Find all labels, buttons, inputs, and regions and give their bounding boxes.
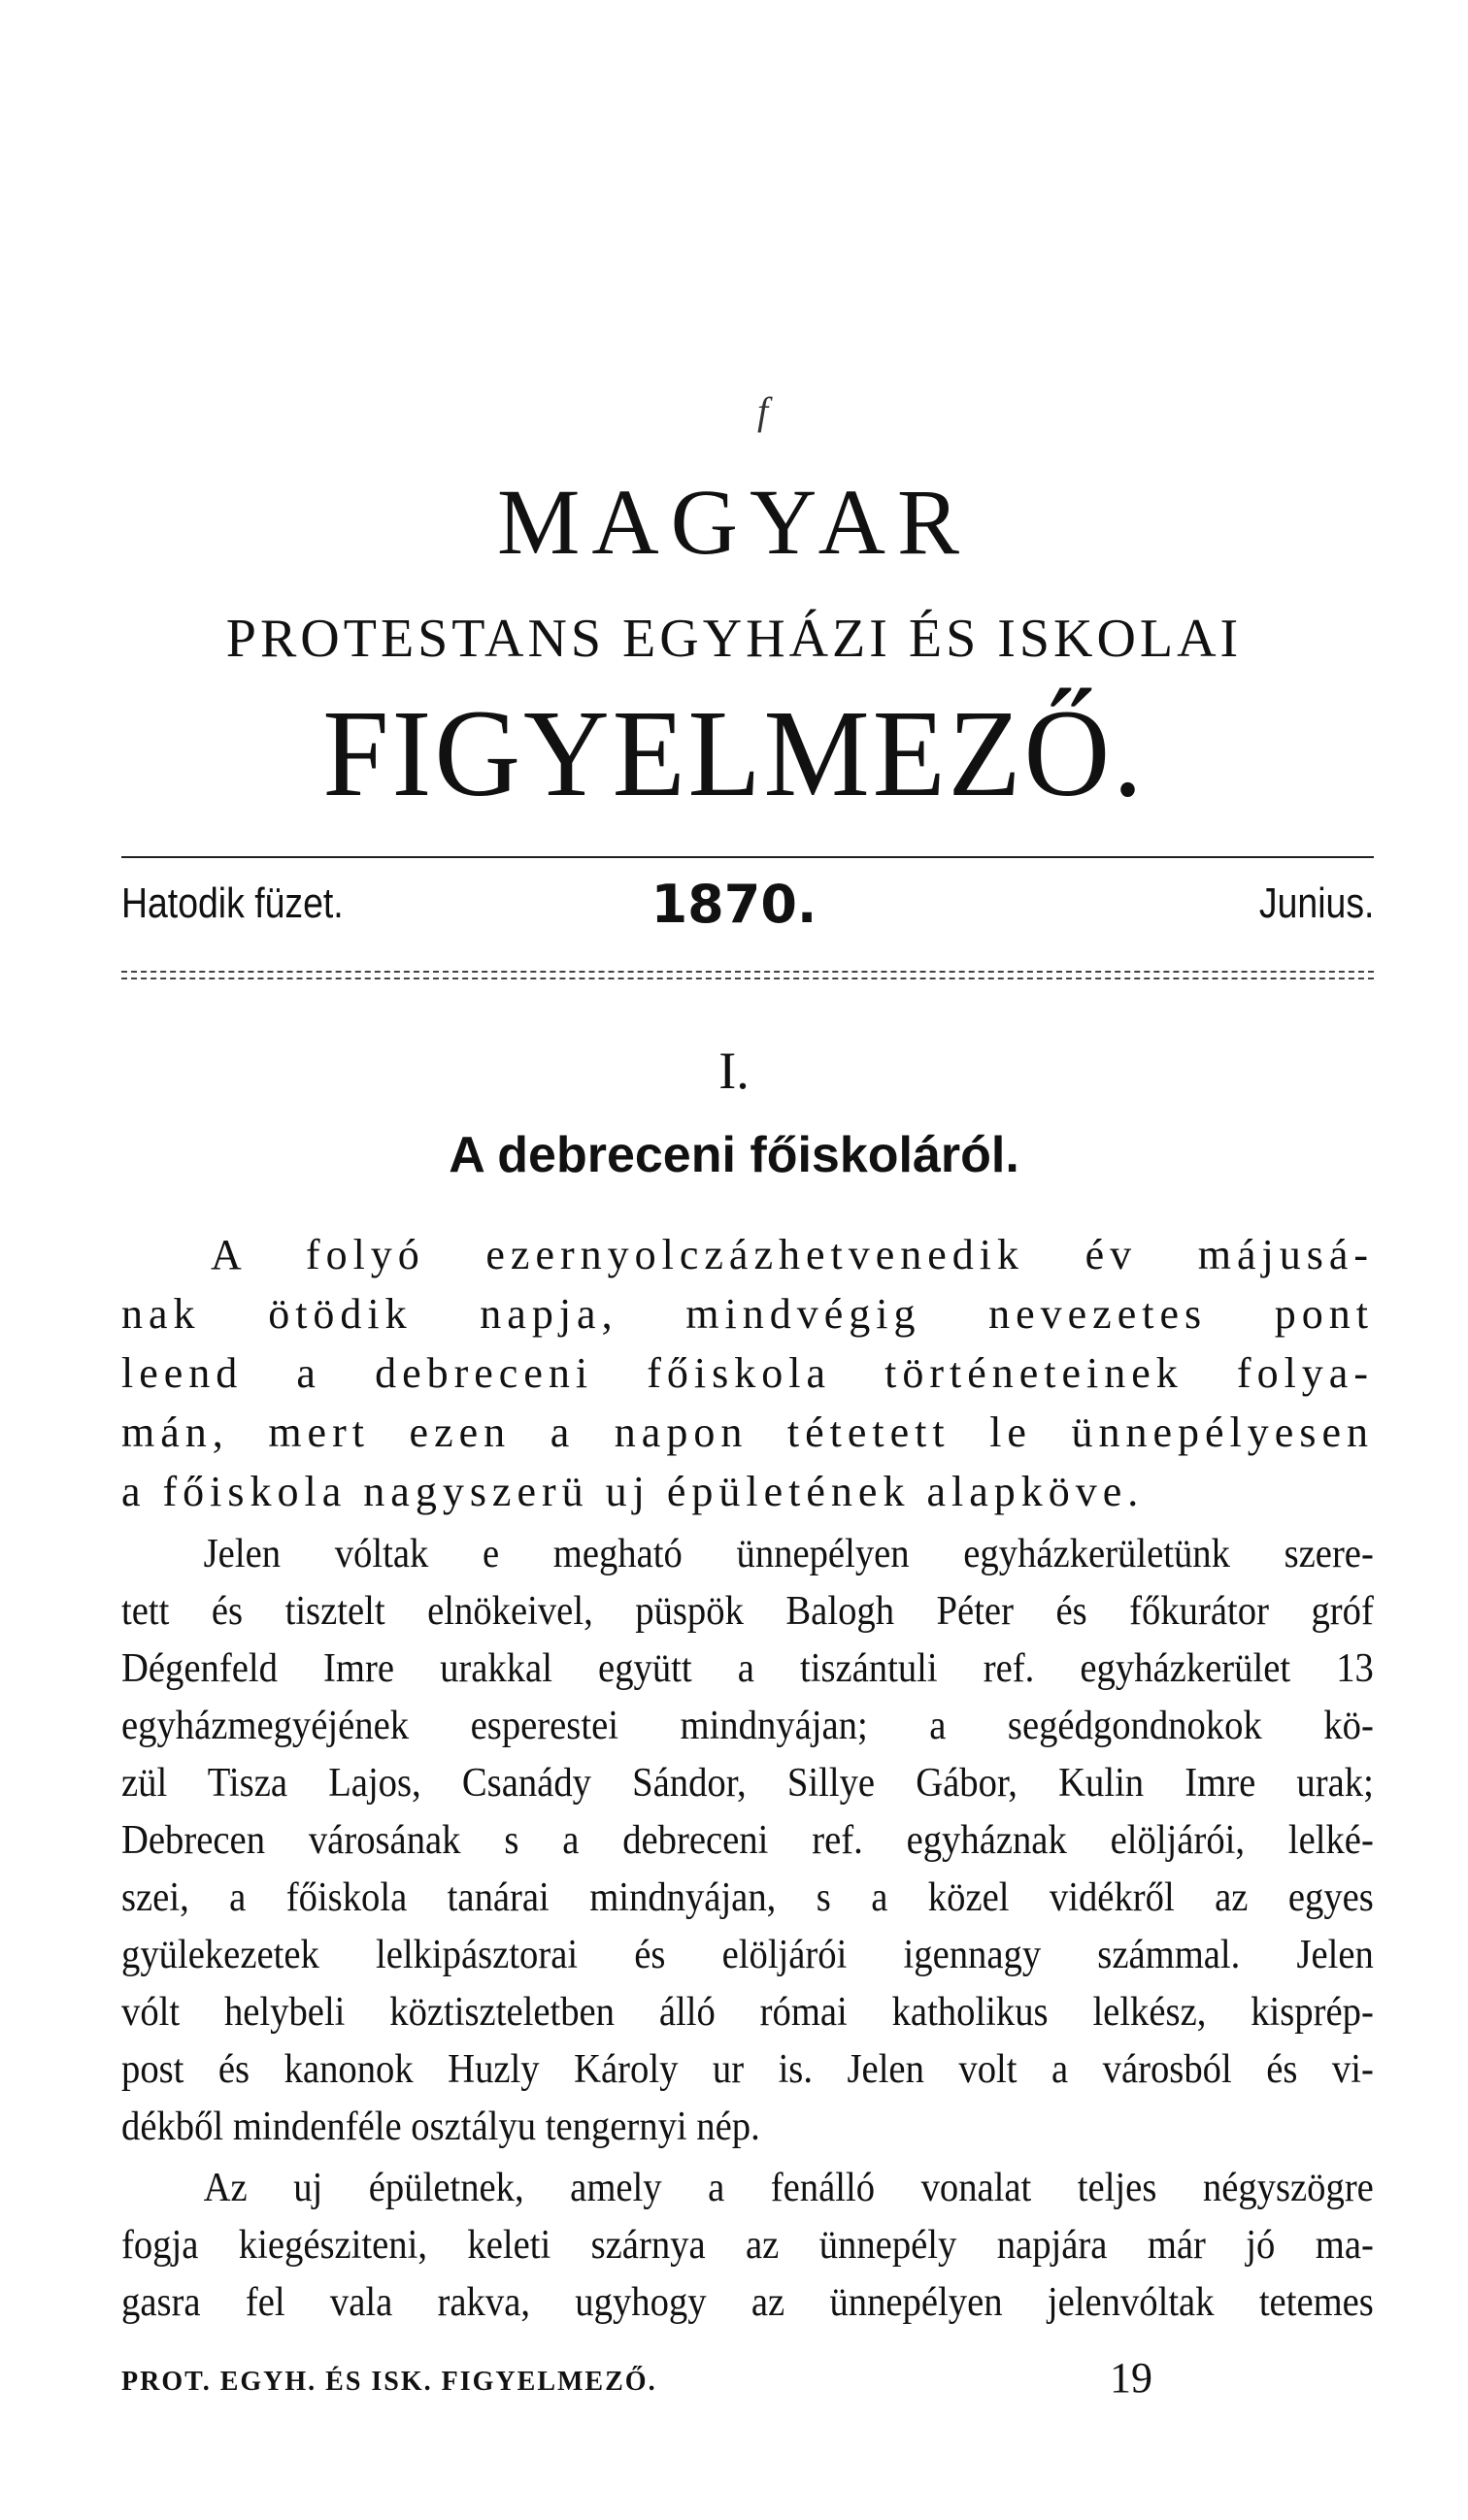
masthead-title-big: FIGYELMEZŐ.	[322, 684, 1146, 822]
divider-bottom-second	[121, 978, 1374, 979]
masthead-title-sub: PROTESTANS EGYHÁZI ÉS ISKOLAI	[225, 609, 1243, 669]
running-title: PROT. EGYH. ÉS ISK. FIGYELMEZŐ.	[121, 2367, 657, 2397]
paragraph-1-line: A folyó ezernyolczázhetvenedik év májusá-	[211, 1231, 1374, 1278]
paragraph-2-line: szei, a főiskola tanárai mindnyájan, s a közel vidékről az egyes	[121, 1875, 1374, 1920]
page-mark: f	[757, 389, 769, 433]
paragraph-2-line: gyülekezetek lelkipásztorai és elöljárói igennagy számmal. Jelen	[121, 1933, 1374, 1977]
paragraph-2-line: Dégenfeld Imre urakkal együtt a tiszántuli ref. egyházkerület 13	[121, 1646, 1374, 1691]
article-title: A debreceni főiskoláról.	[449, 1127, 1019, 1183]
paragraph-2-line: Debrecen városának s a debreceni ref. egyháznak elöljárói, lelké-	[121, 1818, 1374, 1863]
paragraph-1-line: a főiskola nagyszerü uj épületének alapköve.	[121, 1468, 1145, 1515]
paragraph-2-line: post és kanonok Huzly Károly ur is. Jelen volt a városból és vi-	[121, 2047, 1374, 2092]
paragraph-2-line: vólt helybeli köztiszteletben álló római katholikus lelkész, kisprép-	[121, 1990, 1374, 2035]
paragraph-3-line: Az uj épületnek, amely a fenálló vonalat teljes négyszögre	[203, 2166, 1374, 2210]
paragraph-3-line: gasra fel vala rakva, ugyhogy az ünnepélyen jelenvóltak tetemes	[121, 2280, 1374, 2325]
issue-month: Junius.	[1258, 879, 1374, 927]
signature-number: 19	[1110, 2354, 1152, 2402]
paragraph-2	[121, 1526, 1374, 2156]
paragraph-1-line: nak ötödik napja, mindvégig nevezetes pont	[121, 1290, 1374, 1338]
paragraph-1	[121, 1225, 1374, 1521]
paragraph-3	[121, 2160, 1374, 2332]
masthead-title-main: MAGYAR	[496, 470, 972, 574]
paragraph-2-line: egyházmegyéjének esperestei mindnyájan; a segédgondnokok kö-	[121, 1704, 1374, 1748]
paragraph-1-line: mán, mert ezen a napon tétetett le ünnepélyesen	[121, 1409, 1374, 1456]
issue-year: 1870.	[651, 874, 817, 935]
issue-number: Hatodik füzet.	[121, 879, 344, 927]
paragraph-3-line: fogja kiegésziteni, keleti szárnya az ünnepély napjára már jó ma-	[121, 2223, 1374, 2268]
divider-top	[121, 856, 1374, 858]
article-number: I.	[718, 1042, 750, 1100]
paragraph-2-line: zül Tisza Lajos, Csanády Sándor, Sillye Gábor, Kulin Imre urak;	[121, 1761, 1374, 1806]
paragraph-2-line: Jelen vóltak e megható ünnepélyen egyházkerületünk szere-	[203, 1532, 1374, 1576]
paragraph-2-line: tett és tisztelt elnökeivel, püspök Balogh Péter és főkurátor gróf	[121, 1589, 1374, 1634]
paragraph-1-line: leend a debreceni főiskola történeteinek folya-	[121, 1349, 1374, 1397]
paragraph-2-line: dékből mindenféle osztályu tengernyi nép.	[121, 2105, 760, 2149]
divider-bottom	[121, 971, 1374, 973]
